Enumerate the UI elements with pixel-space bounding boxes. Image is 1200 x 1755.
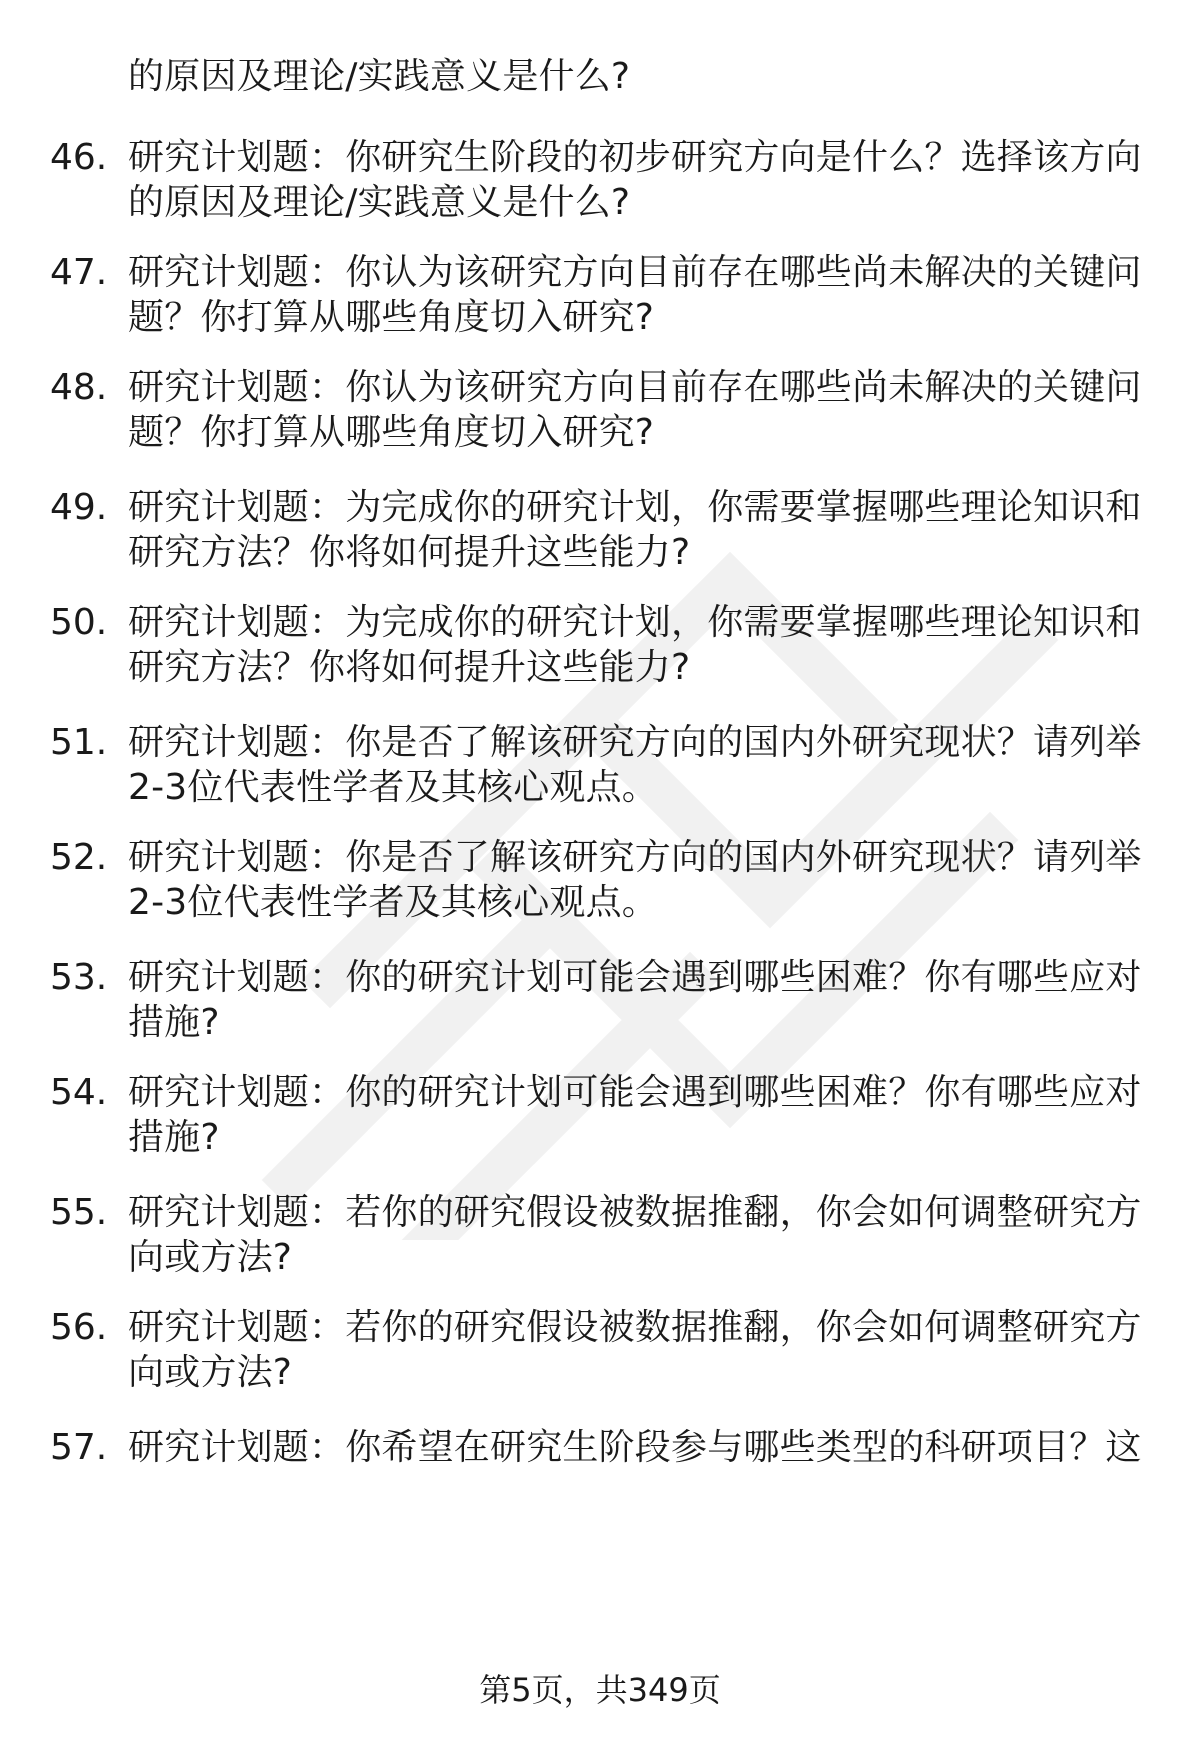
question-number: 56. — [50, 1307, 108, 1348]
question-text-line: 2-3位代表性学者及其核心观点。 — [128, 767, 658, 808]
question-text-line: 研究计划题：你研究生阶段的初步研究方向是什么？选择该方向 — [128, 137, 1142, 178]
question-text-line: 研究计划题：你是否了解该研究方向的国内外研究现状？请列举 — [128, 837, 1142, 878]
question-text-line: 题？你打算从哪些角度切入研究? — [128, 297, 655, 338]
question-number: 48. — [50, 367, 108, 408]
question-number: 47. — [50, 252, 108, 293]
question-text-line: 研究计划题：你认为该研究方向目前存在哪些尚未解决的关键问 — [128, 252, 1142, 293]
question-text-line: 研究计划题：你的研究计划可能会遇到哪些困难？你有哪些应对 — [128, 1072, 1142, 1113]
question-text-line: 措施? — [128, 1117, 220, 1158]
question-number: 46. — [50, 137, 108, 178]
question-text-line: 研究方法？你将如何提升这些能力? — [128, 647, 691, 688]
question-number: 55. — [50, 1192, 108, 1233]
question-text-line: 研究计划题：若你的研究假设被数据推翻，你会如何调整研究方 — [128, 1192, 1142, 1233]
question-text-line: 研究计划题：为完成你的研究计划，你需要掌握哪些理论知识和 — [128, 487, 1142, 528]
question-text-line: 研究计划题：你认为该研究方向目前存在哪些尚未解决的关键问 — [128, 367, 1142, 408]
question-text-line: 研究计划题：为完成你的研究计划，你需要掌握哪些理论知识和 — [128, 602, 1142, 643]
question-number: 52. — [50, 837, 108, 878]
question-text-line: 研究计划题：你的研究计划可能会遇到哪些困难？你有哪些应对 — [128, 957, 1142, 998]
question-number: 49. — [50, 487, 108, 528]
question-text-line: 研究计划题：你希望在研究生阶段参与哪些类型的科研项目？这 — [128, 1427, 1142, 1468]
question-number: 50. — [50, 602, 108, 643]
question-text-line: 的原因及理论/实践意义是什么? — [128, 182, 631, 223]
question-text-line: 向或方法? — [128, 1237, 293, 1278]
question-number: 57. — [50, 1427, 108, 1468]
question-text-line: 研究计划题：你是否了解该研究方向的国内外研究现状？请列举 — [128, 722, 1142, 763]
question-text-line: 2-3位代表性学者及其核心观点。 — [128, 882, 658, 923]
question-text-line: 题？你打算从哪些角度切入研究? — [128, 412, 655, 453]
question-number: 53. — [50, 957, 108, 998]
question-text-line: 的原因及理论/实践意义是什么? — [128, 56, 631, 97]
question-text-line: 向或方法? — [128, 1352, 293, 1393]
question-text-line: 研究计划题：若你的研究假设被数据推翻，你会如何调整研究方 — [128, 1307, 1142, 1348]
question-number: 54. — [50, 1072, 108, 1113]
question-number: 51. — [50, 722, 108, 763]
page-footer: 第5页，共349页 — [479, 1671, 721, 1709]
question-text-line: 措施? — [128, 1002, 220, 1043]
question-text-line: 研究方法？你将如何提升这些能力? — [128, 532, 691, 573]
